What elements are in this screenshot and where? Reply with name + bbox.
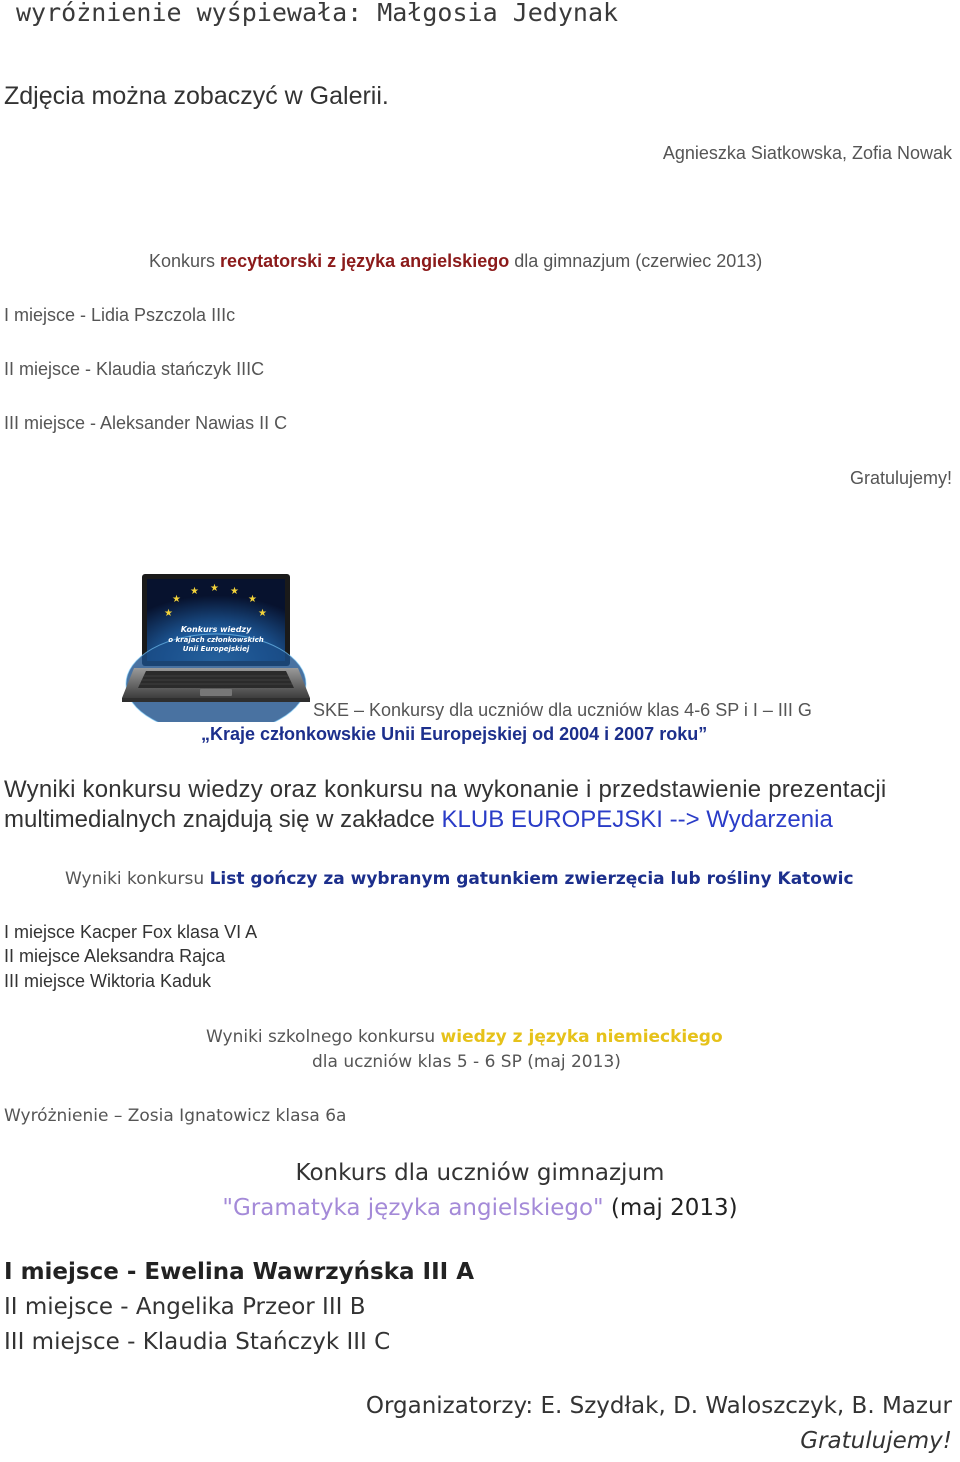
german-title [206,1027,723,1047]
recitation-suffix: dla gimnazjum (czerwiec 2013) [509,251,763,271]
german-line-2: dla uczniów klas 5 - 6 SP (maj 2013) [312,1052,621,1072]
wanted-place-2: II miejsce Aleksandra Rajca [4,946,226,966]
top-line: wyróżnienie wyśpiewała: Małgosia Jedynak [16,0,619,27]
recitation-place-2: II miejsce - Klaudia stańczyk IIIC [4,359,265,379]
recitation-title [149,251,762,272]
grammar-highlight: "Gramatyka języka angielskiego" [222,1195,604,1221]
eu-results-prefix: multimedialnych znajdują się w zakładce [4,806,442,833]
wanted-place-3: III miejsce Wiktoria Kaduk [4,971,212,991]
grammar-place-1: I miejsce - Ewelina Wawrzyńska III A [4,1259,475,1285]
svg-text:★: ★ [248,594,257,605]
recitation-place-1: I miejsce - Lidia Pszczola IIIc [4,305,236,325]
svg-text:★: ★ [230,586,239,597]
eu-contest-header: SKE – Konkursy dla uczniów dla uczniów klas 4-6 SP i I – III G [313,700,812,720]
eu-contest-laptop-image [120,572,312,722]
eu-contest-subtitle: „Kraje członkowskie Unii Europejskiej od 2004 i 2007 roku” [201,724,708,744]
grammar-title: Konkurs dla uczniów gimnazjum [295,1160,665,1186]
klub-europejski-link[interactable]: KLUB EUROPEJSKI --> Wydarzenia [441,806,833,833]
grammar-organizers: Organizatorzy: E. Szydłak, D. Waloszczyk, B. Mazur [365,1393,952,1419]
svg-text:★: ★ [164,608,173,619]
gallery-note: Zdjęcia można zobaczyć w Galerii. [4,82,389,110]
grammar-subtitle [0,1195,960,1221]
german-highlight: wiedzy z języka niemieckiego [440,1027,723,1047]
grammar-congrats: Gratulujemy! [800,1428,952,1454]
eu-results-line-1: Wyniki konkursu wiedzy oraz konkursu na wykonanie i przedstawienie prezentacji [4,776,887,803]
svg-text:★: ★ [172,594,181,605]
recitation-prefix: Konkurs [149,251,221,271]
german-distinction: Wyróżnienie – Zosia Ignatowicz klasa 6a [4,1106,347,1126]
laptop-caption-2: o krajach członkowskich [168,636,264,644]
grammar-place-2: II miejsce - Angelika Przeor III B [4,1294,366,1320]
authors: Agnieszka Siatkowska, Zofia Nowak [662,143,952,163]
laptop-caption-1: Konkurs wiedzy [180,625,252,634]
svg-text:★: ★ [190,586,199,597]
wanted-poster-highlight: List gończy za wybranym gatunkiem zwierzęcia lub rośliny Katowic [209,869,854,889]
eu-results-line-2 [4,806,833,834]
wanted-place-1: I miejsce Kacper Fox klasa VI A [4,922,258,942]
wanted-poster-prefix: Wyniki konkursu [65,869,210,889]
recitation-place-3: III miejsce - Aleksander Nawias II C [4,413,288,433]
wanted-poster-title [65,869,854,889]
svg-text:★: ★ [258,608,267,619]
recitation-congrats: Gratulujemy! [849,468,952,488]
grammar-place-3: III miejsce - Klaudia Stańczyk III C [4,1329,391,1355]
recitation-highlight: recytatorski z języka angielskiego [220,251,510,271]
grammar-date: (maj 2013) [603,1195,738,1221]
laptop-caption-3: Unii Europejskiej [182,645,250,653]
svg-text:★: ★ [210,583,219,594]
german-prefix: Wyniki szkolnego konkursu [206,1027,441,1047]
